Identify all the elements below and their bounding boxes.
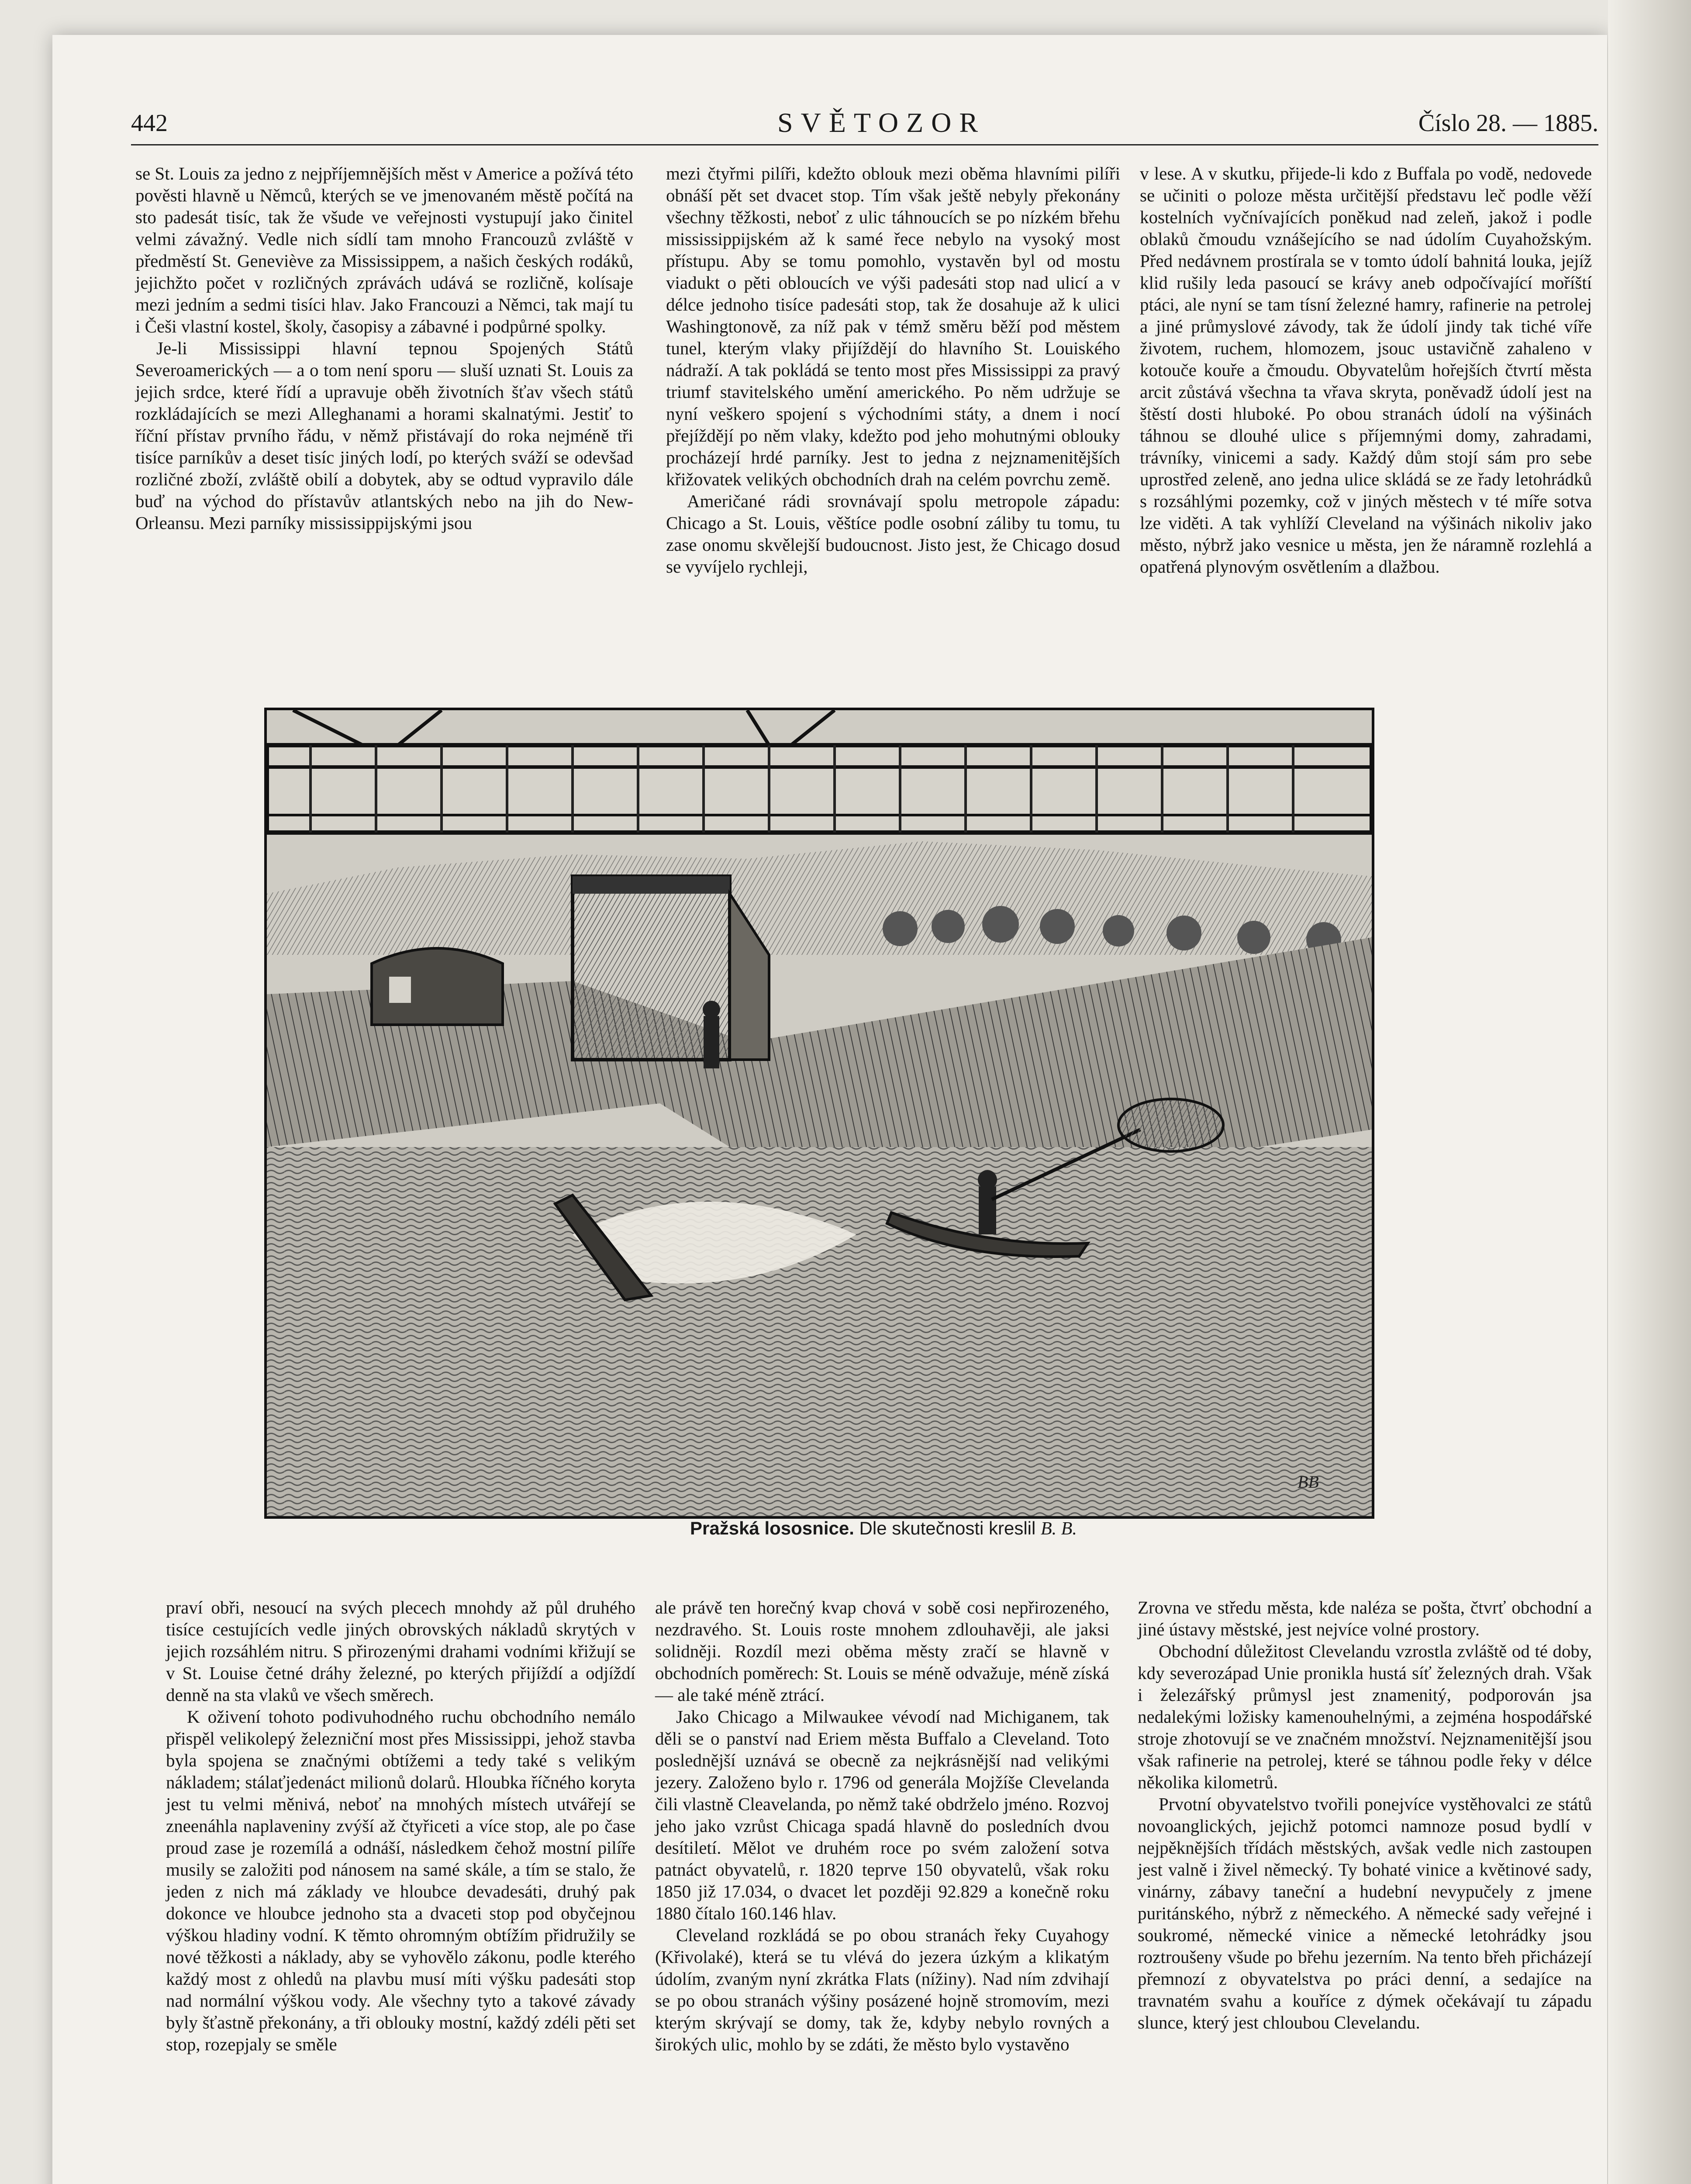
paragraph: Zrovna ve středu města, kde naléza se pošta, čtvrť obchodní a jiné ústavy městské, jest nejvíce volné prostory.: [1138, 1597, 1592, 1639]
caption-text: Dle skutečnosti kreslil: [854, 1518, 1041, 1538]
illustration-salmon-weir: [264, 708, 1374, 1519]
paragraph: Cleveland rozkládá se po obou stranách řeky Cuyahogy (Křivolaké), která se tu vlévá do jezera úzkým a klikatým údolím, zvaným nyní zkrátka Flats (nížiny). Nad ním zdvihají se po obou stranách výšiny posázené hojně stromovím, mezi kterým skrývají se domy, tak že, kdyby nebylo rovných a širokých ulic, mohlo by se zdáti, že město bylo vystavěno: [655, 1925, 1109, 2054]
top-column-3: [1140, 162, 1592, 577]
bottom-column-1: [166, 1597, 635, 2055]
paragraph: Američané rádi srovnávají spolu metropole západu: Chicago a St. Louis, věštíce podle osobní záliby tu tomu, tu zase onomu skvělejší budoucnost. Jisto jest, že Chicago dosud se vyvíjelo rychleji,: [666, 491, 1120, 577]
caption-author: B. B.: [1041, 1519, 1077, 1539]
page-edge-shadow: [1608, 0, 1691, 2184]
paragraph: praví obři, nesoucí na svých plecech mnohdy až půl druhého tisíce cestujících vedle jiných obrovských nákladů skrytých v jejich rozsáhlém nitru. S přirozenými drahami vodními křižují se v St. Louise četné dráhy železné, po kterých přijíždí a odjíždí denně na sta vlaků ve všech směrech.: [166, 1597, 635, 1705]
paragraph: Prvotní obyvatelstvo tvořili ponejvíce vystěhovalci ze států novoanglických, jejichž potomci namnoze posud bydlí v nejpěknějších třídách městských, avšak vedle nich zastoupen jest valně i živel německý. Ty bohaté vinice a květinové sady, vinárny, zábavy taneční a hudební nevypučely z jmene puritánského, nýbrž z německého. A německé sady veřejné i soukromé, německé vinice a německé letohrádky jsou roztroušeny všude po břehu jezerním. Na tento břeh přicházejí přemnozí z obyvatelstva po práci denní, a sedajíce na travnatém svahu a kouříce z dýmek očekávají tu západu slunce, který jest chloubou Clevelandu.: [1138, 1794, 1592, 2032]
caption-title: Pražská lososnice.: [690, 1518, 854, 1538]
paragraph: v lese. A v skutku, přijede-li kdo z Buffala po vodě, nedovede se učiniti o poloze města určitější představu leč podle věží kostelních vyčnívajících poněkud nad zeleň, jakož i podle oblaků čmoudu vznášejícího se nad údolím Cuyahožským. Před nedávnem prostírala se v tomto údolí bahnitá louka, jejíž klid rušily leda pasoucí se krávy aneb odpočívající moříští ptáci, ale nyní se tam tísní železné hamry, rafinerie na petrolej a jiné průmyslové závody, tak že údolí jindy tak tiché víře životem, ruchem, hlomozem, jsouc ustavičně zahaleno v kotouče kouře a čmoudu. Obyvatelům hořejších čtvrtí města arcit zůstává všechna ta vřava skryta, poněvadž údolí jest na štěstí dosti hluboké. Po obou stranách údolí na výšinách táhnou se dlouhé ulice s příjemnými domy, zahradami, trávníky, vinicemi a sady. Každý dům stojí sám pro sebe uprostřed zeleně, ano jedna ulice skládá se ze řady letohrádků s rozsáhlými pozemky, což v jiných městech v té míře sotva lze viděti. A tak vyhlíží Cleveland na výšinách nikoliv jako město, nýbrž jako vesnice u města, jen že náramně rozlehlá a opatřená plynovým osvětlením a dlažbou.: [1140, 163, 1592, 577]
paragraph: se St. Louis za jedno z nejpříjemnějších měst v Americe a požívá této pověsti hlavně u Němců, kterých se ve jmenovaném městě počítá na sto padesát tisíc, tak že všude ve veřejnosti vystupují jako činitel velmi závažný. Vedle nich sídlí tam mnoho Francouzů zvláště v předměstí St. Geneviève za Mississippem, a našich českých rodáků, jejichžto počet v rozličných zprávách udává se rozličně, kolísaje mezi jedním a sedmi tisíci hlav. Jako Francouzi a Němci, tak mají tu i Češi vlastní kostel, školy, časopisy a zábavné i podpůrné spolky.: [135, 163, 633, 336]
artist-signature: BB: [1298, 1472, 1319, 1492]
paragraph: Obchodní důležitost Clevelandu vzrostla zvláště od té doby, kdy severozápad Unie pronikla hustá síť železných drah. Však i železářský průmysl jest znamenitý, podporován jsa nedalekými ložisky kamenouhelnými, a zejména hospodářské stroje zhotovují se ve značném množství. Nejznamenitější jsou však rafinerie na petrolej, které se táhnou podle řeky v délce několika kilometrů.: [1138, 1641, 1592, 1792]
engraving-svg: [267, 710, 1372, 1516]
top-column-1: [135, 162, 633, 534]
paragraph: ale právě ten horečný kvap chová v sobě cosi nepřirozeného, nezdravého. St. Louis roste mnohem zdlouhavěji, ale jaksi solidněji. Rozdíl mezi oběma městy zračí se hlavně v obchodních poměrech: St. Louis se méně odvažuje, méně získá — ale také méně ztrácí.: [655, 1597, 1109, 1705]
paragraph: mezi čtyřmi pilíři, kdežto oblouk mezi oběma hlavními pilíři obnáší pět set dvacet stop. Tím však ještě nebyly překonány všechny těžkosti, neboť z ulic táhnoucích se po nízkém břehu mississippijském až k samé řece nebylo na vysoký most přístupu. Aby se tomu pomohlo, vystavěn byl od mostu viadukt o pěti obloucích ve výši padesáti stop nad ulicí a v délce jednoho tisíce padesáti stop, tak že dosahuje až k ulici Washingtonově, za níž pak v témž směru běží pod městem tunel, kterým vlaky přijíždějí do hlavního St. Louiského nádraží. A tak pokládá se tento most přes Mississippi za pravý triumf stavitelského umění amerického. Po něm udržuje se nyní veškero spojení s východními státy, a dnem i nocí přejíždějí po něm vlaky, kdežto pod jeho mohutnými oblouky procházejí hrdé parníky. Jest to jedna z nejznamenitějších křižovatek velikých obchodních drah na celém povrchu země.: [666, 163, 1120, 489]
top-column-2: [666, 162, 1120, 577]
paragraph: Jako Chicago a Milwaukee vévodí nad Michiganem, tak děli se o panství nad Eriem města Buffalo a Cleveland. Toto poslednější uznává se obecně za nejkrásnější nad velikými jezery. Založeno bylo r. 1796 od generála Mojžíše Clevelanda čili vlastně Cleavelanda, po němž také obdrželo jméno. Rozvoj jeho jako vzrůst Chicaga spadá hlavně do posledních dvou desítiletí. Mělot ve druhém roce po svém založení sotva patnáct obyvatelů, r. 1820 teprve 150 obyvatelů, však roku 1850 již 17.034, o dvacet let později 92.829 a konečně roku 1880 čítalo 160.146 hlav.: [655, 1707, 1109, 1923]
figure-caption: [690, 1518, 1214, 1539]
paragraph: Je-li Mississippi hlavní tepnou Spojených Států Severoamerických — a o tom není sporu — sluší uznati St. Louis za jejich srdce, které řídí a upravuje oběh životních šťav všech států rozkládajících se mezi Alleghanami a horami skalnatými. Jestiť to říční přístav prvního řádu, v němž přistávají do roka nejméně tři tisíce parníkův a deset tisíc jiných lodí, po kterých sváží se odevšad rozličné zboží, zvláště obilí a dobytek, aby se odtud vypravilo dále buď na východ do přístavův atlantských nebo na jih do New-Orleansu. Mezi parníky mississippijskými jsou: [135, 338, 633, 533]
magazine-title: SVĚTOZOR: [777, 107, 986, 138]
bottom-column-2: [655, 1597, 1109, 2055]
page-number: 442: [131, 110, 168, 137]
hut: [372, 948, 503, 1025]
paragraph: K oživení tohoto podivuhodného ruchu obchodního nemálo přispěl velikolepý železniční most přes Mississippi, jehož stavba byla spojena se značnými obtížemi a tedy také s velikým nákladem; stálaťjedenáct milionů dolarů. Hloubka říčného koryta jest tu velmi měnivá, neboť na mnohých místech utvářejí se zneenáhla naplaveniny zvýší až čtyřiceti a více stop, ale po čase proud zase je rozemílá a odnáší, následkem čehož mostní pilíře musily se založiti pod nánosem na samé skále, a tím se stalo, že jeden z nich má základy ve hloubce devadesáti, druhý pak dokonce ve hloubce jednoho sta a dvaceti stop pod obyčejnou výškou hladiny vodní. K těmto ohromným obtížím přidružily se nové těžkosti a náklady, aby se vyhovělo zákonu, podle kterého každý most z ohledů na plavbu musí míti výšku padesáti stop nad normální výškou vody. Ale všechny tyto a takové závady byly šťastně překonány, a tři oblouky mostní, každý zdéli pěti set stop, rozepjaly se směle: [166, 1707, 635, 2054]
header-rule: [131, 144, 1598, 145]
river-ripples: [267, 1147, 1372, 1516]
page-header: [131, 109, 1598, 144]
standing-man: [703, 1001, 720, 1068]
bottom-column-3: [1138, 1597, 1592, 2033]
issue-number: Číslo 28. — 1885.: [1418, 110, 1598, 137]
